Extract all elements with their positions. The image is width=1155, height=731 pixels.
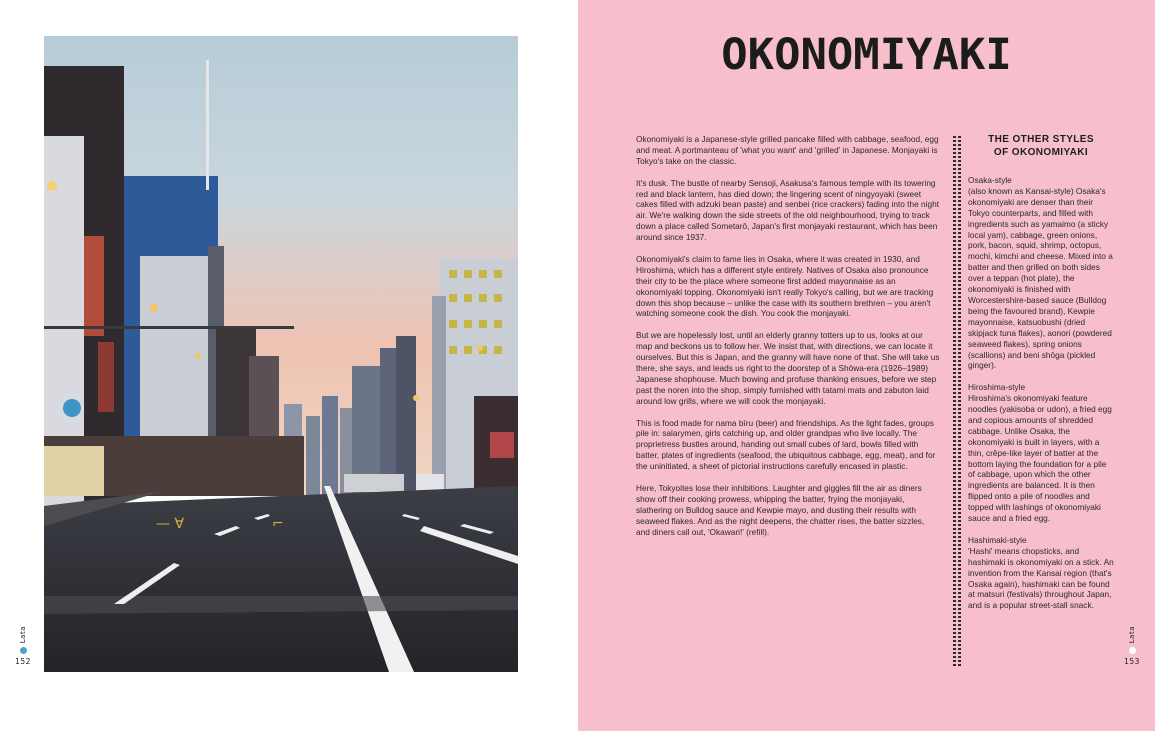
article-paragraph: This is food made for nama bīru (beer) and friendships. As the light fades, groups pile in: salarymen, girls catching up, and older grandpas who live locally. The proprietress bustles around, handing out small cubes of lard, bowls filled with batter, plates of ingredients (seafood, the ubiquitous cabbage, egg, meat), and for the uninitiated, a sheet of pictorial instructions carefully encased in plastic. (636, 417, 936, 472)
article-paragraph: Okonomiyaki is a Japanese-style grilled pancake filled with cabbage, seafood, egg and meat. A portmanteau of 'what you want' and 'grilled' in Japanese. Monjayaki is Tokyo's take on the classic. (636, 134, 939, 166)
column-divider (953, 136, 961, 668)
svg-text:⌐: ⌐ (272, 516, 284, 532)
left-section-label: Lata (19, 626, 27, 644)
style-osaka (968, 175, 1114, 371)
article-paragraph: Okonomiyaki's claim to fame lies in Osaka, where it was created in 1930, and Hiroshima, which has a different style entirely. Natives of Osaka also pronounce their city to be the place where someone first added mayonnaise as an okonomiyaki topping. Okonomiyaki isn't really Tokyo's calling, but we are tracking down this shop because – unlike the case with its southern brethren – you aren't watching someone cook the dish. You cook the monjayaki. (636, 253, 934, 319)
left-page-number: 152 (15, 657, 31, 667)
right-section-label: Lata (1128, 626, 1136, 644)
article-paragraph: But we are hopelessly lost, until an elderly granny totters up to us, looks at our map and beckons us to follow her. We insist that, with directions, we can locate it ourselves. But this is Japan, and the granny will have none of that. She will take us there, she says, and leads us right to the doorstep of a Shōwa-era (1926–1989) Japanese shophouse. Much bowing and profuse thanking ensues, before we step past the noren into the shop, simply furnished with tatami mats and zabuton laid around low grills, where we will cook the monjayaki. (636, 330, 940, 406)
style-name: Hashimaki-style (968, 534, 1027, 545)
style-name: Hiroshima-style (968, 382, 1026, 393)
style-body: 'Hashi' means chopsticks, and hashimaki is okonomiyaki on a stick. An invention from the Kansai region (that's Osaka again), hashimaki can be found at matsuri (festivals) throughout Japan, and is a popular street-stall snack. (968, 545, 1114, 611)
right-section-dot (1129, 647, 1136, 654)
svg-text:— ∀: — ∀ (156, 516, 185, 532)
style-hashimaki (968, 535, 1114, 611)
article-paragraph: Here, Tokyoites lose their inhibitions. Laughter and giggles fill the air as diners show off their cooking prowess, whipping the batter, frying the monjayaki, slathering on Bulldog sauce and Kewpie mayo, and dusting their results with seaweed flakes. And as the night deepens, the chatter rises, the batter sizzles, and diners call out, 'Okawari!' (refill). (636, 482, 925, 537)
style-hiroshima (968, 382, 1114, 524)
style-name: Osaka-style (968, 175, 1012, 185)
street-photo (44, 36, 518, 672)
left-folio (12, 626, 34, 666)
article-paragraph: It's dusk. The bustle of nearby Sensoji, Asakusa's famous temple with its towering red and black lantern, has died down; the lingering scent of ningyoyaki (sweet cakes filled with adzuki bean paste) and senbei (rice crackers) fading into the night air. We're walking down the side streets of the old neighbourhood, trying to track down a place called Sometarō, Japan's first monjayaki restaurant, which has been around since 1937. (636, 177, 940, 243)
sidebar-title-line: THE OTHER STYLES (988, 134, 1094, 145)
style-body: Hiroshima's okonomiyaki feature noodles (yakisoba or udon), a fried egg and copious amounts of shredded cabbage. Unlike Osaka, the okonomiyaki is built in layers, with a thin, crêpe-like layer of batter at the bottom laying the foundation for a pile of cabbage, upon which the other ingredients are balanced. It is then flipped onto a pile of noodles and topped with lashings of okonomiyaki sauce and a fried egg. (968, 393, 1112, 524)
sidebar-title (968, 134, 1114, 159)
page-title: OKONOMIYAKI (721, 30, 1012, 80)
left-section-dot (20, 647, 27, 654)
sidebar (968, 134, 1114, 622)
sidebar-title-line: OF OKONOMIYAKI (993, 146, 1089, 158)
right-folio (1121, 626, 1143, 666)
right-page-number: 153 (1124, 657, 1140, 667)
main-article (636, 134, 940, 548)
style-body: (also known as Kansai-style) Osaka's okonomiyaki are denser than their Tokyo counterparts, and filled with ingredients such as yamaimo (a sticky local yam), cabbage, green onions, pork, bacon, squid, shrimp, octopus, mochi, kimchi and cheese. Mixed into a batter and then grilled on both sides over a teppan (hot plate), the okonomiyaki is finished with Worcestershire-based sauce (Bulldog being the favoured brand), Kewpie mayonnaise, katsuobushi (dried skipjack tuna flakes), aonori (powdered seaweed flakes), spring onions (scallions) and beni shōga (pickled ginger). (968, 185, 1113, 371)
